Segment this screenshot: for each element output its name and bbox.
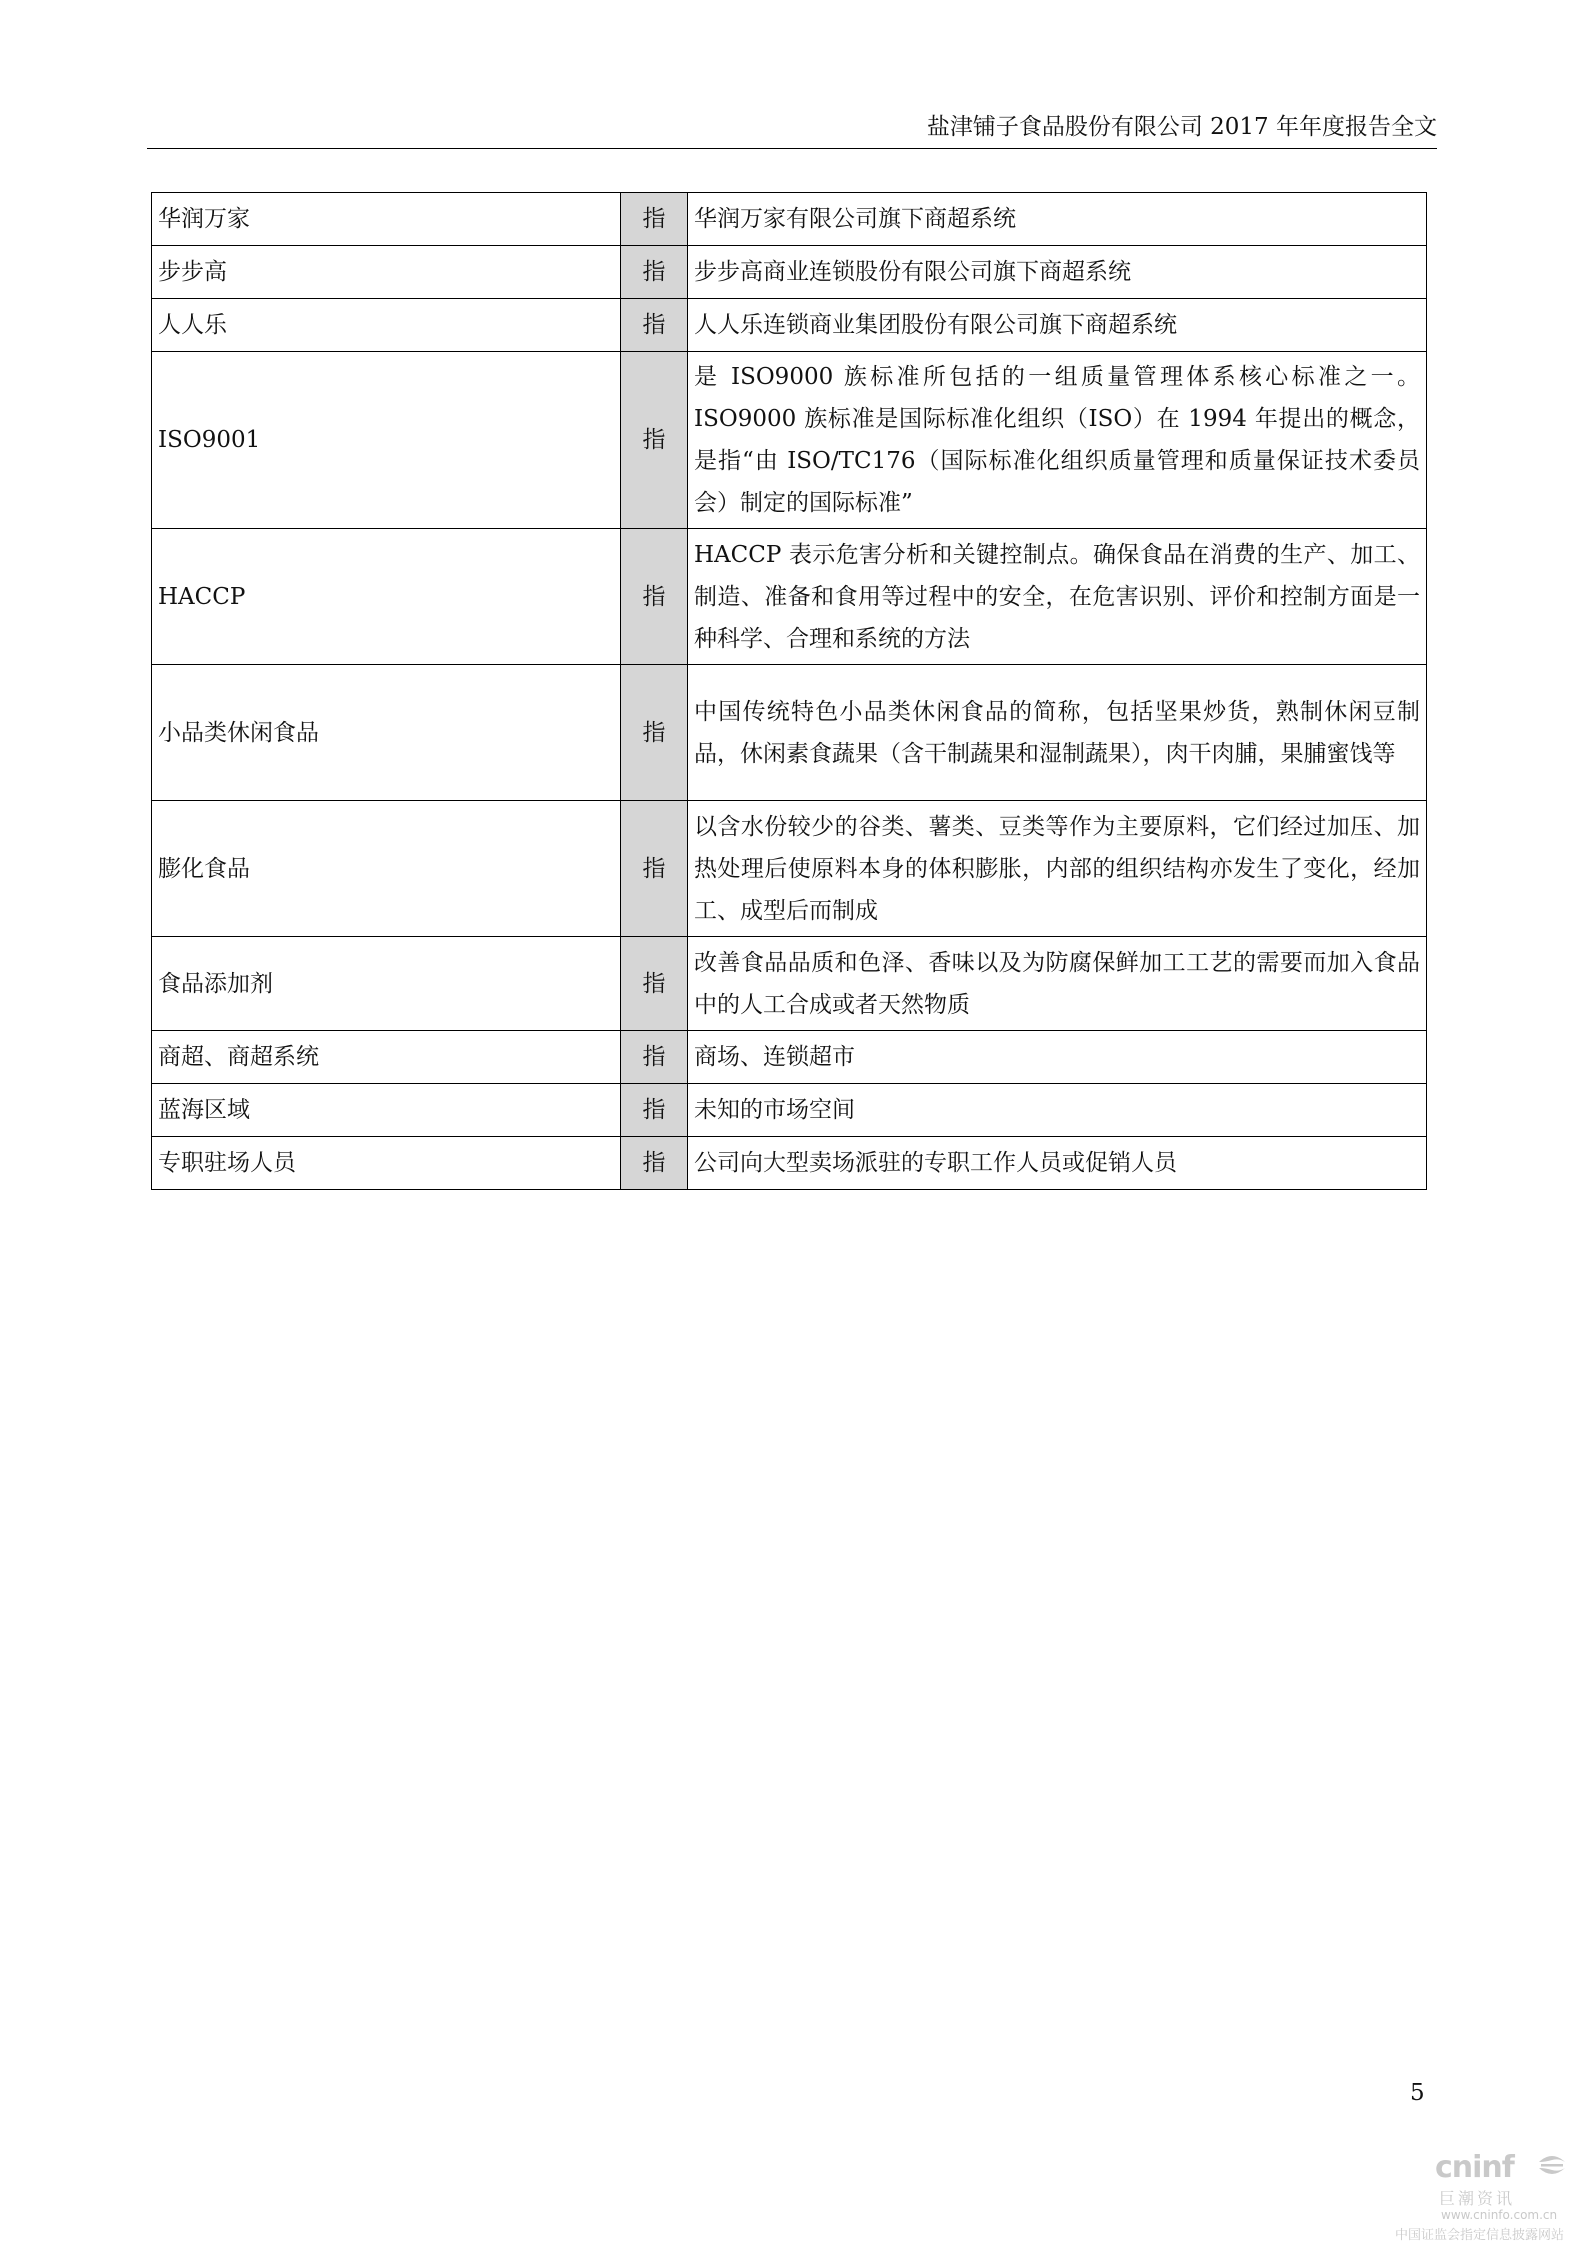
table-row xyxy=(152,529,1427,665)
refers-to-cell: 指 xyxy=(621,352,688,529)
page-number: 5 xyxy=(1410,2080,1425,2106)
table-row xyxy=(152,193,1427,246)
definition-cell: 公司向大型卖场派驻的专职工作人员或促销人员 xyxy=(688,1137,1427,1190)
report-header xyxy=(147,110,1437,149)
definition-cell: 人人乐连锁商业集团股份有限公司旗下商超系统 xyxy=(688,299,1427,352)
table-row xyxy=(152,1031,1427,1084)
term-cell: 华润万家 xyxy=(152,193,621,246)
definition-cell: 商场、连锁超市 xyxy=(688,1031,1427,1084)
term-cell: 蓝海区域 xyxy=(152,1084,621,1137)
term-cell: 专职驻场人员 xyxy=(152,1137,621,1190)
watermark-brand-cn: 巨潮资讯 xyxy=(1439,2189,1516,2208)
watermark-brand: cninf xyxy=(1435,2150,1514,2185)
glossary-table xyxy=(151,192,1427,1190)
definition-cell: 华润万家有限公司旗下商超系统 xyxy=(688,193,1427,246)
term-cell: 商超、商超系统 xyxy=(152,1031,621,1084)
watermark-org: 中国证监会指定信息披露网站 xyxy=(1395,2228,1565,2243)
table-row xyxy=(152,1084,1427,1137)
table-row xyxy=(152,937,1427,1031)
refers-to-cell: 指 xyxy=(621,801,688,937)
definition-cell: 是 ISO9000 族标准所包括的一组质量管理体系核心标准之一。ISO9000 族标准是国际标准化组织（ISO）在 1994 年提出的概念，是指“由 ISO/TC176（国际标准化组织质量管理和质量保证技术委员会）制定的国际标准” xyxy=(688,352,1427,529)
table-row xyxy=(152,665,1427,801)
report-title: 盐津铺子食品股份有限公司 2017 年年度报告全文 xyxy=(926,114,1437,140)
refers-to-cell: 指 xyxy=(621,1031,688,1084)
cninfo-watermark xyxy=(1395,2150,1585,2243)
watermark-url: www.cninfo.com.cn xyxy=(1441,2208,1558,2222)
definition-cell: 改善食品品质和色泽、香味以及为防腐保鲜加工工艺的需要而加入食品中的人工合成或者天然物质 xyxy=(688,937,1427,1031)
refers-to-cell: 指 xyxy=(621,937,688,1031)
term-cell: 步步高 xyxy=(152,246,621,299)
table-row xyxy=(152,352,1427,529)
term-cell: 小品类休闲食品 xyxy=(152,665,621,801)
table-row xyxy=(152,246,1427,299)
definition-cell: 步步高商业连锁股份有限公司旗下商超系统 xyxy=(688,246,1427,299)
refers-to-cell: 指 xyxy=(621,529,688,665)
refers-to-cell: 指 xyxy=(621,299,688,352)
table-row xyxy=(152,1137,1427,1190)
definition-cell: 未知的市场空间 xyxy=(688,1084,1427,1137)
term-cell: 膨化食品 xyxy=(152,801,621,937)
definition-cell: HACCP 表示危害分析和关键控制点。确保食品在消费的生产、加工、制造、准备和食用等过程中的安全，在危害识别、评价和控制方面是一种科学、合理和系统的方法 xyxy=(688,529,1427,665)
term-cell: ISO9001 xyxy=(152,352,621,529)
table-row xyxy=(152,299,1427,352)
term-cell: 人人乐 xyxy=(152,299,621,352)
table-row xyxy=(152,801,1427,937)
refers-to-cell: 指 xyxy=(621,246,688,299)
cninfo-logo-icon xyxy=(1535,2152,1569,2180)
definition-cell: 中国传统特色小品类休闲食品的简称，包括坚果炒货，熟制休闲豆制品，休闲素食蔬果（含干制蔬果和湿制蔬果），肉干肉脯，果脯蜜饯等 xyxy=(688,665,1427,801)
term-cell: HACCP xyxy=(152,529,621,665)
definition-cell: 以含水份较少的谷类、薯类、豆类等作为主要原料，它们经过加压、加热处理后使原料本身的体积膨胀，内部的组织结构亦发生了变化，经加工、成型后而制成 xyxy=(688,801,1427,937)
refers-to-cell: 指 xyxy=(621,193,688,246)
refers-to-cell: 指 xyxy=(621,665,688,801)
refers-to-cell: 指 xyxy=(621,1084,688,1137)
refers-to-cell: 指 xyxy=(621,1137,688,1190)
term-cell: 食品添加剂 xyxy=(152,937,621,1031)
